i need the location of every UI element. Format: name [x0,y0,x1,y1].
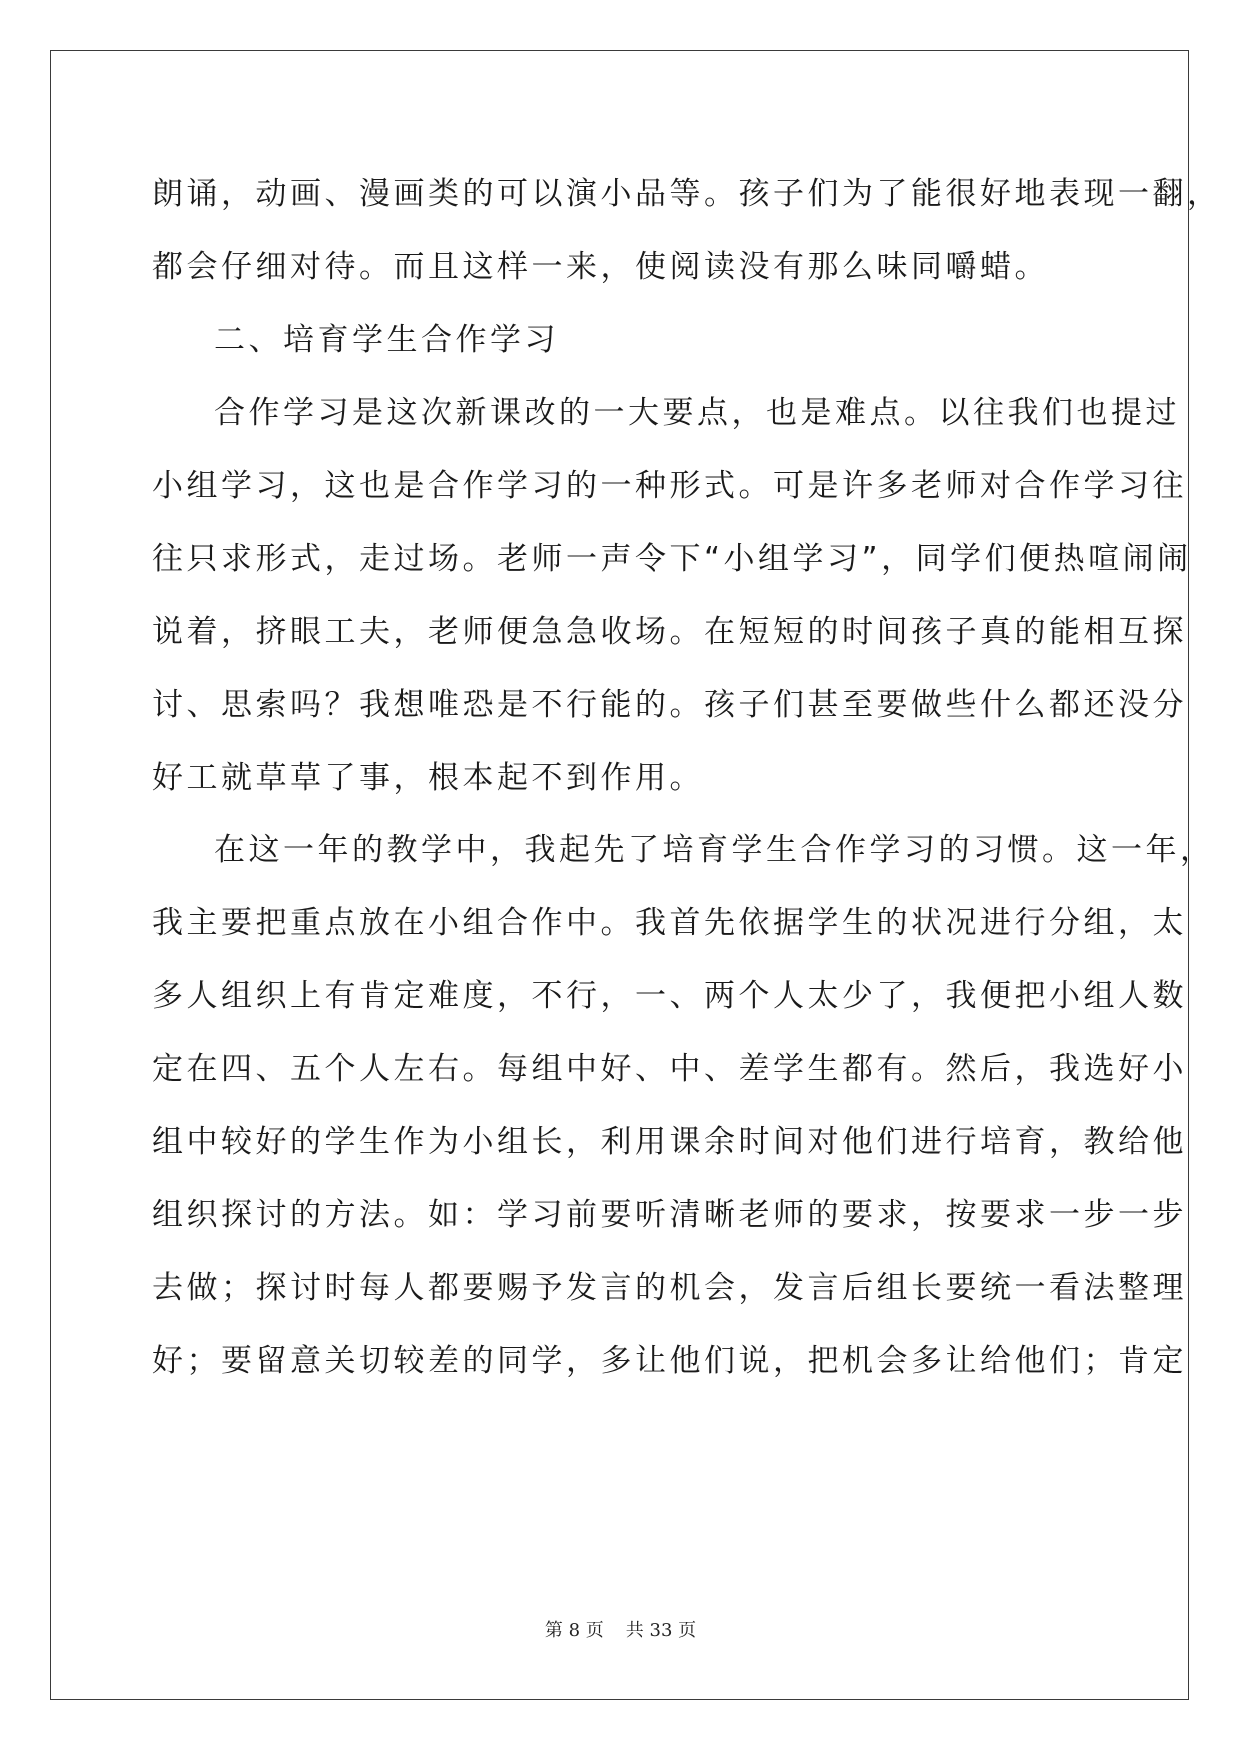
section-heading: 二、培育学生合作学习 [214,322,559,358]
text-line: 多人组织上有肯定难度，不行，一、两个人太少了，我便把小组人数 [152,978,1187,1014]
text-line: 合作学习是这次新课改的一大要点，也是难点。以往我们也提过 [214,395,1180,431]
text-line: 定在四、五个人左右。每组中好、中、差学生都有。然后，我选好小 [152,1051,1187,1087]
text-line: 去做；探讨时每人都要赐予发言的机会，发言后组长要统一看法整理 [152,1270,1187,1306]
text-line: 朗诵，动画、漫画类的可以演小品等。孩子们为了能很好地表现一翻， [152,176,1222,212]
text-line: 往只求形式，走过场。老师一声令下“小组学习”，同学们便热喧闹闹 [152,541,1192,577]
text-line: 说着，挤眼工夫，老师便急急收场。在短短的时间孩子真的能相互探 [152,614,1187,650]
text-line: 好工就草草了事，根本起不到作用。 [152,760,704,796]
text-line: 讨、思索吗？我想唯恐是不行能的。孩子们甚至要做些什么都还没分 [152,687,1187,723]
text-line: 组织探讨的方法。如：学习前要听清晰老师的要求，按要求一步一步 [152,1197,1187,1233]
page-total: 共 33 页 [625,1620,697,1641]
text-line: 组中较好的学生作为小组长，利用课余时间对他们进行培育，教给他 [152,1124,1187,1160]
page-number: 第 8 页 [544,1620,604,1641]
page-footer [0,1619,1241,1643]
page-border [50,50,1189,1700]
text-line: 好；要留意关切较差的同学，多让他们说，把机会多让给他们；肯定 [152,1343,1187,1379]
text-line: 都会仔细对待。而且这样一来，使阅读没有那么味同嚼蜡。 [152,249,1049,285]
text-line: 在这一年的教学中，我起先了培育学生合作学习的习惯。这一年， [214,832,1215,868]
text-line: 我主要把重点放在小组合作中。我首先依据学生的状况进行分组，太 [152,905,1187,941]
text-line: 小组学习，这也是合作学习的一种形式。可是许多老师对合作学习往 [152,468,1187,504]
